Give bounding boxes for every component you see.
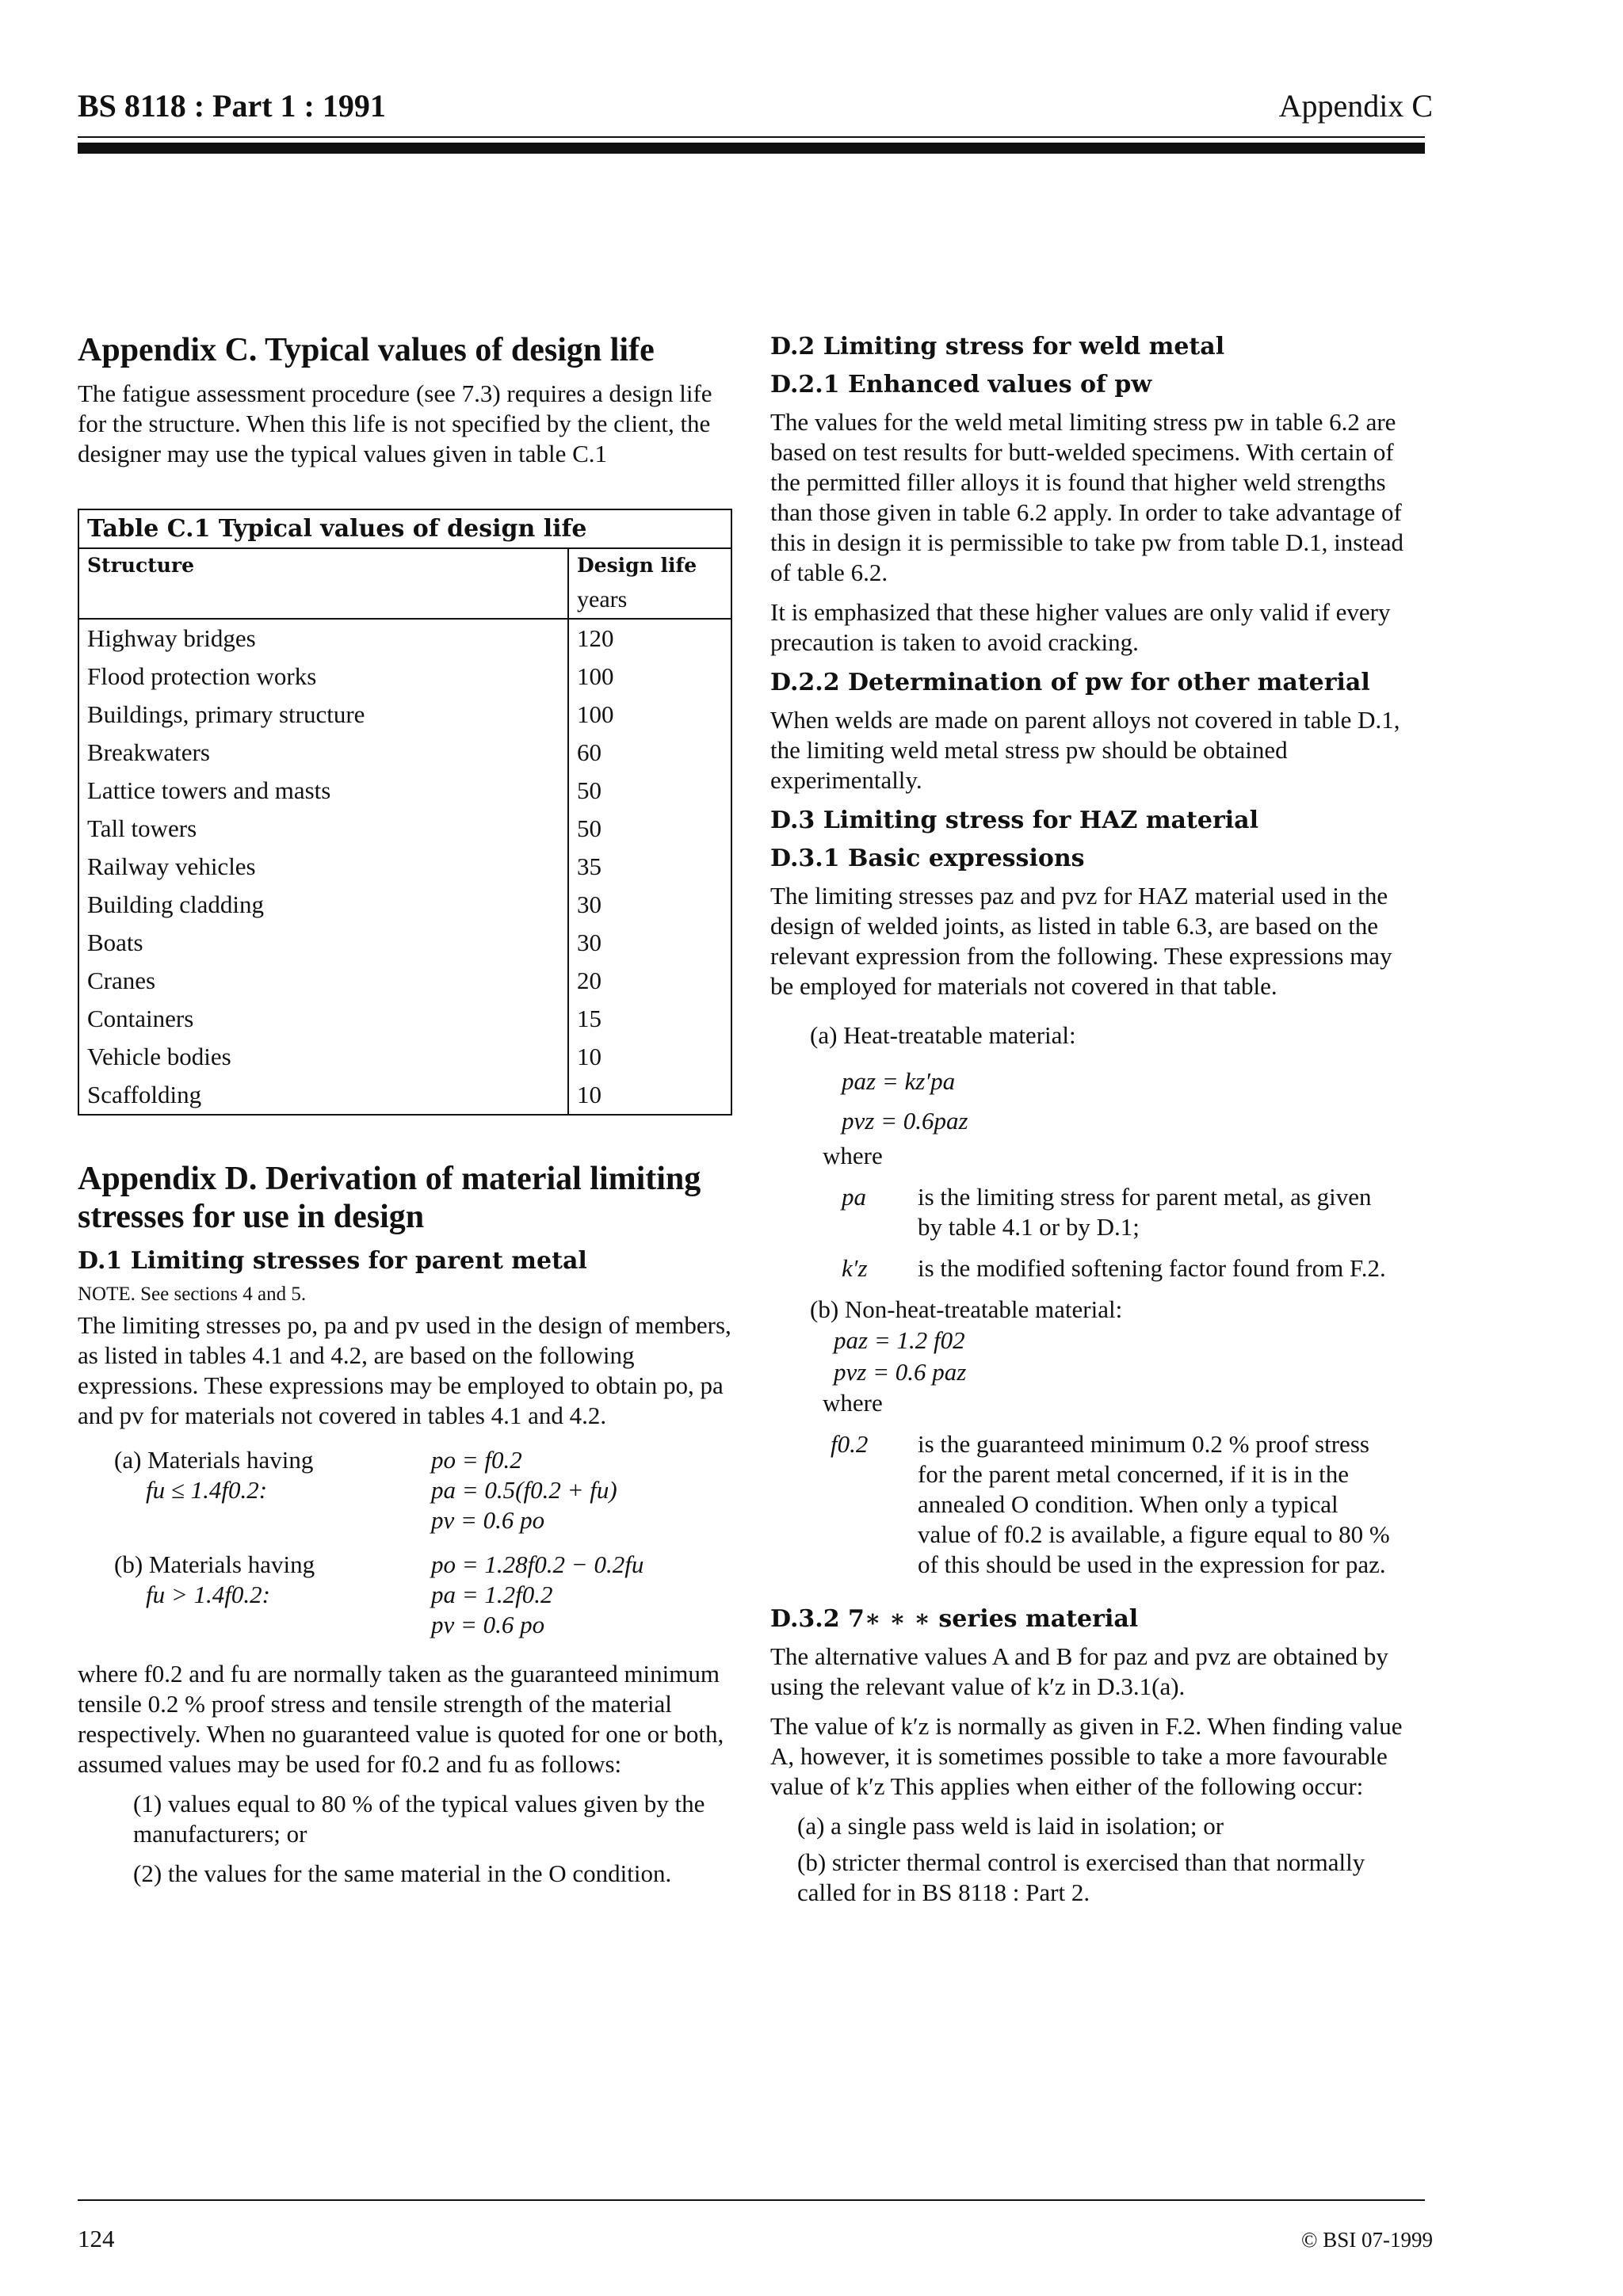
case-a-eq-pv: pv = 0.6 po (431, 1506, 545, 1534)
case-b-condition: fu > 1.4f0.2: (146, 1581, 270, 1608)
case-a-condition: fu ≤ 1.4f0.2: (146, 1476, 268, 1504)
running-section-title: Appendix C (1278, 88, 1433, 124)
cell-design-life: 120 (568, 619, 731, 658)
header-rule-thin (78, 136, 1425, 138)
case-b-eq-po: po = 1.28f0.2 − 0.2fu (431, 1550, 644, 1578)
cell-structure: Building cladding (78, 886, 568, 924)
case-b-eq-pa: pa = 1.2f0.2 (431, 1581, 553, 1608)
column-unit: years (568, 582, 731, 619)
table-row (78, 734, 731, 772)
cell-structure: Buildings, primary structure (78, 696, 568, 734)
heat-treatable-label: (a) Heat-treatable material: (810, 1021, 1076, 1049)
case-a-label: (a) Materials having (114, 1446, 314, 1474)
definition-symbol: f0.2 (831, 1430, 869, 1458)
table-title: Table C.1 Typical values of design life (78, 509, 731, 548)
cell-structure: Flood protection works (78, 658, 568, 696)
cell-structure: Railway vehicles (78, 848, 568, 886)
definition-symbol: pa (842, 1183, 866, 1211)
cell-structure: Tall towers (78, 810, 568, 848)
list-item: (1) values equal to 80 % of the typical values given by the manufacturers; or (133, 1790, 705, 1848)
eq-paz-non-heat: paz = 1.2 f02 (834, 1326, 965, 1354)
table-row (78, 772, 731, 810)
column-header-design-life: Design life (568, 548, 731, 582)
cell-design-life: 60 (568, 734, 731, 772)
definition-row (842, 1253, 1420, 1283)
left-column (78, 331, 740, 1898)
d1-para1: The limiting stresses po, pa and pv used in the design of members, as listed in tables 4.1 and 4.2, are based on the following expressions. These expressions may be employed to obtain po, pa and pv for materials not covered in tables 4.1 and 4.2. (78, 1311, 731, 1429)
assumed-values-list (133, 1789, 740, 1889)
case-a-formulas (114, 1445, 740, 1535)
d21-heading: D.2.1 Enhanced values of pw (770, 371, 1152, 399)
where-label: where (823, 1389, 883, 1417)
cell-structure: Lattice towers and masts (78, 772, 568, 810)
case-b-label: (b) Materials having (114, 1550, 315, 1578)
d31-para: The limiting stresses paz and pvz for HAZ material used in the design of welded joints, as listed in table 6.3, are based on the relevant expression from the following. These expressions may be employed for materials not covered in that table. (770, 882, 1392, 1000)
non-heat-treatable-label: (b) Non-heat-treatable material: (810, 1295, 1123, 1323)
d22-heading: D.2.2 Determination of pw for other material (770, 669, 1370, 696)
eq-pvz-heat: pvz = 0.6paz (842, 1107, 968, 1135)
cell-design-life: 10 (568, 1038, 731, 1076)
d22-para: When welds are made on parent alloys not covered in table D.1, the limiting weld metal stress pw should be obtained experimentally. (770, 706, 1400, 794)
cell-design-life: 30 (568, 924, 731, 962)
table-row (78, 848, 731, 886)
d1-heading: D.1 Limiting stresses for parent metal (78, 1247, 587, 1275)
definition-symbol: k′z (842, 1254, 868, 1282)
cell-design-life: 100 (568, 658, 731, 696)
d2-heading: D.2 Limiting stress for weld metal (770, 333, 1225, 360)
cell-structure: Breakwaters (78, 734, 568, 772)
header-rule-thick (78, 143, 1425, 154)
d21-para2: It is emphasized that these higher values are only valid if every precaution is taken to avoid cracking. (770, 598, 1391, 656)
cell-design-life: 30 (568, 886, 731, 924)
appendix-d-heading: Appendix D. Derivation of material limiting stresses for use in design (78, 1161, 701, 1235)
standard-reference: BS 8118 : Part 1 : 1991 (78, 88, 386, 124)
table-row (78, 696, 731, 734)
cell-structure: Vehicle bodies (78, 1038, 568, 1076)
column-header-structure: Structure (78, 548, 568, 619)
d3-heading: D.3 Limiting stress for HAZ material (770, 807, 1258, 834)
d32-para1: The alternative values A and B for paz and pvz are obtained by using the relevant value of k′z in D.3.1(a). (770, 1642, 1388, 1700)
appendix-c-heading: Appendix C. Typical values of design life (78, 332, 655, 368)
non-heat-treatable-definitions (831, 1429, 1420, 1580)
cell-structure: Highway bridges (78, 619, 568, 658)
d1-para2: where f0.2 and fu are normally taken as the guaranteed minimum tensile 0.2 % proof stress and tensile strength of the material respectively. When no guaranteed value is quoted for one or both, assumed values may be used for f0.2 and fu as follows: (78, 1660, 724, 1778)
table-row (78, 619, 731, 658)
cell-design-life: 35 (568, 848, 731, 886)
case-a-eq-po: po = f0.2 (431, 1446, 522, 1474)
eq-paz-heat: paz = kz′pa (842, 1067, 956, 1095)
table-row (78, 1076, 731, 1115)
footer-rule (78, 2199, 1425, 2201)
d1-note: NOTE. See sections 4 and 5. (78, 1283, 307, 1305)
cell-design-life: 50 (568, 772, 731, 810)
table-row (78, 962, 731, 1000)
table-row (78, 924, 731, 962)
cell-structure: Boats (78, 924, 568, 962)
d32-item-b: (b) stricter thermal control is exercised than that normally called for in BS 8118 : Part 2. (797, 1848, 1365, 1906)
case-b-formulas (114, 1550, 740, 1640)
cell-design-life: 10 (568, 1076, 731, 1115)
design-life-table (78, 509, 732, 1116)
right-column (770, 331, 1420, 1908)
copyright: © BSI 07-1999 (1300, 2228, 1433, 2252)
table-row (78, 1038, 731, 1076)
definition-text: is the guaranteed minimum 0.2 % proof stress for the parent metal concerned, if it is in the annealed O condition. When only a typical value of f0.2 is available, a figure equal to 80 % of this should be used in the expression for paz. (918, 1430, 1390, 1578)
table-row (78, 886, 731, 924)
case-a-eq-pa: pa = 0.5(f0.2 + fu) (431, 1476, 617, 1504)
definition-row (831, 1429, 1420, 1580)
cell-structure: Cranes (78, 962, 568, 1000)
heat-treatable-definitions (842, 1182, 1420, 1283)
cell-structure: Containers (78, 1000, 568, 1038)
case-b-eq-pv: pv = 0.6 po (431, 1611, 545, 1638)
d32-item-a: (a) a single pass weld is laid in isolation; or (797, 1812, 1224, 1840)
where-label: where (823, 1142, 883, 1169)
cell-design-life: 20 (568, 962, 731, 1000)
page-number: 124 (78, 2225, 115, 2252)
d32-heading: D.3.2 7∗ ∗ ∗ series material (770, 1605, 1139, 1633)
table-row (78, 658, 731, 696)
table-body (78, 619, 731, 1115)
definition-text: is the modified softening factor found from F.2. (918, 1254, 1386, 1282)
table-row (78, 1000, 731, 1038)
d31-heading: D.3.1 Basic expressions (770, 845, 1085, 872)
cell-design-life: 15 (568, 1000, 731, 1038)
cell-structure: Scaffolding (78, 1076, 568, 1115)
definition-text: is the limiting stress for parent metal, as given by table 4.1 or by D.1; (918, 1183, 1372, 1241)
definition-row (842, 1182, 1420, 1242)
cell-design-life: 50 (568, 810, 731, 848)
eq-pvz-non-heat: pvz = 0.6 paz (834, 1358, 967, 1386)
d32-para2: The value of k′z is normally as given in F.2. When finding value A, however, it is sometimes possible to take a more favourable value of k′z This applies when either of the following occur: (770, 1712, 1403, 1800)
appendix-c-intro: The fatigue assessment procedure (see 7.3) requires a design life for the structure. When this life is not specified by the client, the designer may use the typical values given in table C.1 (78, 379, 712, 467)
d21-para1: The values for the weld metal limiting stress pw in table 6.2 are based on test results for butt-welded specimens. With certain of the permitted filler alloys it is found that higher weld strengths than those given in table 6.2 apply. In order to take advantage of this in design it is permissible to take pw from table D.1, instead of table 6.2. (770, 408, 1403, 586)
table-row (78, 810, 731, 848)
list-item: (2) the values for the same material in the O condition. (133, 1859, 672, 1887)
cell-design-life: 100 (568, 696, 731, 734)
